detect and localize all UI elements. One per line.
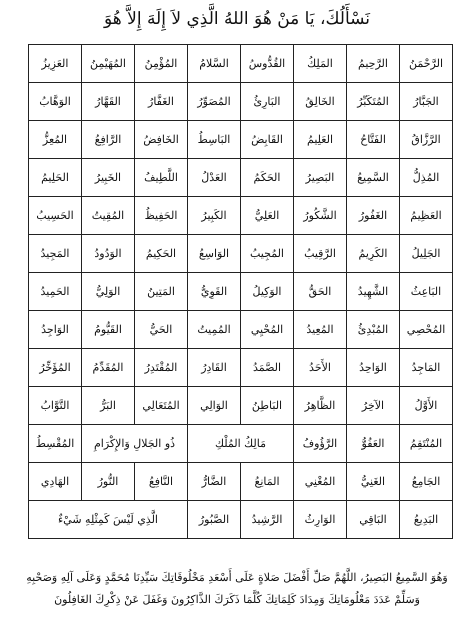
name-cell: الآخِرُ [347, 387, 400, 425]
table-row [29, 197, 453, 235]
name-cell: القَيُّومُ [82, 311, 135, 349]
table-row [29, 273, 453, 311]
names-grid [28, 44, 453, 539]
name-cell: الحَقُّ [294, 273, 347, 311]
name-cell: الوَاحِدُ [347, 349, 400, 387]
name-cell: المُجِيبُ [241, 235, 294, 273]
table-row [29, 121, 453, 159]
name-cell: المُمِيتُ [188, 311, 241, 349]
name-cell: العَلِيمُ [294, 121, 347, 159]
name-cell: الرَّحْمَنُ [400, 45, 453, 83]
name-cell: الوَاجِدُ [29, 311, 82, 349]
name-cell: المُقْتَدِرُ [135, 349, 188, 387]
name-cell: السَّمِيعُ [347, 159, 400, 197]
name-cell: الصَّبُورُ [188, 501, 241, 539]
name-cell: التَّوَّابُ [29, 387, 82, 425]
table-row [29, 349, 453, 387]
name-cell: الرَّافِعُ [82, 121, 135, 159]
name-cell: المُقَدِّمُ [82, 349, 135, 387]
name-cell: المُصَوِّرُ [188, 83, 241, 121]
name-cell-wide: الَّذِي لَيْسَ كَمِثْلِهِ شَيْءٌ [29, 501, 188, 539]
name-cell: الخَافِضُ [135, 121, 188, 159]
name-cell: البَدِيعُ [400, 501, 453, 539]
name-cell: المُعِيدُ [294, 311, 347, 349]
name-cell: المُقْسِطُ [29, 425, 82, 463]
name-cell: البَاطِنُ [241, 387, 294, 425]
name-cell: الغَفَّارُ [135, 83, 188, 121]
name-cell: المَتِينُ [135, 273, 188, 311]
name-cell: الحَيُّ [135, 311, 188, 349]
table-row [29, 387, 453, 425]
name-cell-wide: ذُو الجَلالِ وَالإِكْرَامِ [82, 425, 188, 463]
name-cell: الوَلِيُّ [82, 273, 135, 311]
name-cell: القَابِضُ [241, 121, 294, 159]
table-row [29, 45, 453, 83]
page-title: نَسْأَلُكَ، يَا مَنْ هُوَ اللهُ الَّذِي لاَ إِلَهَ إِلاَّ هُوَ [103, 9, 371, 29]
name-cell: الأَوَّلُ [400, 387, 453, 425]
name-cell: الأَحَدُ [294, 349, 347, 387]
table-row [29, 235, 453, 273]
name-cell: المُذِلُّ [400, 159, 453, 197]
name-cell: الكَبِيرُ [188, 197, 241, 235]
table-row [29, 311, 453, 349]
name-cell: العَلِيُّ [241, 197, 294, 235]
name-cell: الرَّؤُوفُ [294, 425, 347, 463]
name-cell: المُتَكَبِّرُ [347, 83, 400, 121]
name-cell: الشَّكُورُ [294, 197, 347, 235]
name-cell: المُهَيْمِنُ [82, 45, 135, 83]
name-cell-wide: مَالِكُ المُلْكِ [188, 425, 294, 463]
name-cell: البَاعِثُ [400, 273, 453, 311]
name-cell: الغَنِيُّ [347, 463, 400, 501]
name-cell: العَزِيزُ [29, 45, 82, 83]
name-cell: المُغْنِي [294, 463, 347, 501]
name-cell: الوَالِي [188, 387, 241, 425]
name-cell: البَرُّ [82, 387, 135, 425]
name-cell: النَّافِعُ [135, 463, 188, 501]
name-cell: الحَكَمُ [241, 159, 294, 197]
table-row [29, 501, 453, 539]
name-cell: الحَمِيدُ [29, 273, 82, 311]
name-cell: الحَلِيمُ [29, 159, 82, 197]
name-cell: اللَّطِيفُ [135, 159, 188, 197]
name-cell: القَوِيُّ [188, 273, 241, 311]
name-cell: الغَفُورُ [347, 197, 400, 235]
name-cell: البَارِئُ [241, 83, 294, 121]
table-row [29, 463, 453, 501]
name-cell: الحَفِيظُ [135, 197, 188, 235]
name-cell: القَادِرُ [188, 349, 241, 387]
name-cell: السَّلامُ [188, 45, 241, 83]
name-cell: الكَرِيمُ [347, 235, 400, 273]
name-cell: الظَّاهِرُ [294, 387, 347, 425]
name-cell: الرَّشِيدُ [241, 501, 294, 539]
name-cell: الصَّمَدُ [241, 349, 294, 387]
name-cell: المُحْصِي [400, 311, 453, 349]
name-cell: الرَّحِيمُ [347, 45, 400, 83]
name-cell: الجَامِعُ [400, 463, 453, 501]
name-cell: البَصِيرُ [294, 159, 347, 197]
name-cell: العَدْلُ [188, 159, 241, 197]
name-cell: النُّورُ [82, 463, 135, 501]
name-cell: الرَّقِيبُ [294, 235, 347, 273]
name-cell: الضَّارُّ [188, 463, 241, 501]
name-cell: المُؤَخِّرُ [29, 349, 82, 387]
name-cell: المُبْدِئُ [347, 311, 400, 349]
name-cell: الوَهَّابُ [29, 83, 82, 121]
name-cell: المَاجِدُ [400, 349, 453, 387]
footer-prayer: وَهُوَ السَّمِيعُ البَصِيرُ، اللَّهُمَّ صَلِّ أَفْضَلَ صَلاةٍ عَلَى أَسْعَدِ مَخْلُوقَاتِكَ سَيِّدِنَا مُحَمَّدٍ وَعَلَى آلِهِ وَصَحْبِهِ وَسَلِّمْ عَدَدَ مَعْلُومَاتِكَ وَمِدَادَ كَلِمَاتِكَ كُلَّمَا ذَكَرَكَ الذَّاكِرُونَ وَغَفَلَ عَنْ ذِكْرِكَ الغَافِلُونَ [26, 571, 448, 606]
name-cell: الوَاسِعُ [188, 235, 241, 273]
table-row [29, 159, 453, 197]
name-cell: الجَلِيلُ [400, 235, 453, 273]
table-row [29, 425, 453, 463]
name-cell: الوَكِيلُ [241, 273, 294, 311]
name-cell: البَاسِطُ [188, 121, 241, 159]
name-cell: العَظِيمُ [400, 197, 453, 235]
name-cell: البَاقِي [347, 501, 400, 539]
name-cell: الشَّهِيدُ [347, 273, 400, 311]
name-cell: العَفُوُّ [347, 425, 400, 463]
name-cell: المَانِعُ [241, 463, 294, 501]
name-cell: المَجِيدُ [29, 235, 82, 273]
name-cell: المُقِيتُ [82, 197, 135, 235]
name-cell: الوَارِثُ [294, 501, 347, 539]
name-cell: الفَتَّاحُ [347, 121, 400, 159]
name-cell: الحَسِيبُ [29, 197, 82, 235]
name-cell: القَهَّارُ [82, 83, 135, 121]
name-cell: الحَكِيمُ [135, 235, 188, 273]
name-cell: المُعِزُّ [29, 121, 82, 159]
name-cell: المُؤْمِنُ [135, 45, 188, 83]
name-cell: المُحْيِي [241, 311, 294, 349]
name-cell: الرَّزَّاقُ [400, 121, 453, 159]
name-cell: المُنْتَقِمُ [400, 425, 453, 463]
name-cell: الخَبِيرُ [82, 159, 135, 197]
name-cell: الوَدُودُ [82, 235, 135, 273]
name-cell: الجَبَّارُ [400, 83, 453, 121]
name-cell: الهَادِي [29, 463, 82, 501]
name-cell: الخَالِقُ [294, 83, 347, 121]
name-cell: القُدُّوسُ [241, 45, 294, 83]
name-cell: المَلِكُ [294, 45, 347, 83]
table-row [29, 83, 453, 121]
name-cell: المُتَعَالِي [135, 387, 188, 425]
